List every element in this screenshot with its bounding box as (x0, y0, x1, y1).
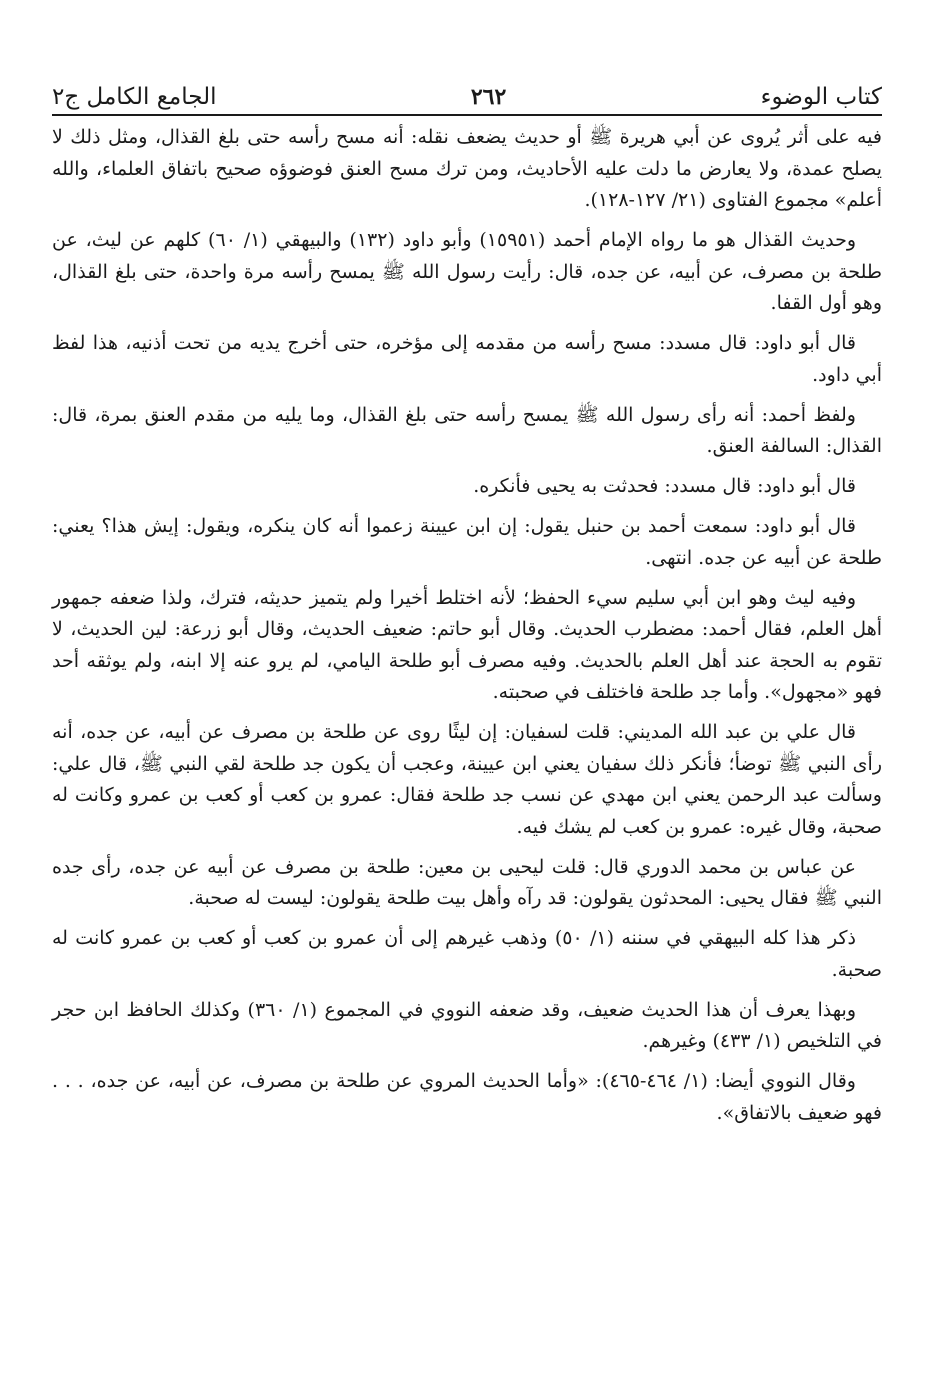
paragraph: قال علي بن عبد الله المديني: قلت لسفيان: إن ليثًا روى عن طلحة بن مصرف عن أبيه، عن جده، أنه رأى النبي ﷺ توضأ؛ فأنكر ذلك سفيان يعني ابن عيينة، وعجب أن يكون جد طلحة لقي النبي ﷺ، قال علي: وسألت عبد الرحمن يعني ابن مهدي عن نسب جد طلحة فقال: عمرو بن كعب أو كعب بن عمرو وكانت له صحبة، وقال غيره: عمرو بن كعب لم يشك فيه. (52, 721, 882, 838)
section-title: كتاب الوضوء (760, 84, 882, 110)
book-page (52, 58, 882, 1138)
paragraph: وبهذا يعرف أن هذا الحديث ضعيف، وقد ضعفه النووي في المجموع (١/ ٣٦٠) وكذلك الحافظ ابن حجر في التلخيص (١/ ٤٣٣) وغيرهم. (52, 998, 882, 1052)
book-title: الجامع الكامل ج٢ (52, 84, 217, 110)
page-body (52, 122, 882, 1129)
paragraph: وفيه ليث وهو ابن أبي سليم سيء الحفظ؛ لأنه اختلط أخيرا ولم يتميز حديثه، فترك، ولذا ضعفه جمهور أهل العلم، فقال أحمد: مضطرب الحديث. وقال أبو حاتم: ضعيف الحديث، وقال أبو زرعة: لين الحديث، لا تقوم به الحجة عند أهل العلم بالحديث. وفيه مصرف أبو طلحة اليامي، لم يرو عنه إلا ابنه، ولم يوثقه أحد فهو «مجهول». وأما جد طلحة فاختلف في صحبته. (52, 586, 882, 703)
paragraph: قال أبو داود: قال مسدد: فحدثت به يحيى فأنكره. (473, 475, 856, 497)
page-number: ٢٦٢ (470, 84, 507, 110)
paragraph: ولفظ أحمد: أنه رأى رسول الله ﷺ يمسح رأسه حتى بلغ القذال، وما يليه من مقدم العنق بمرة، قال: القذال: السالفة العنق. (52, 403, 882, 457)
page-header (52, 58, 882, 116)
paragraph: ذكر هذا كله البيهقي في سننه (١/ ٥٠) وذهب غيرهم إلى أن عمرو بن كعب أو كعب بن عمرو كانت له صحبة. (52, 927, 882, 981)
paragraph: قال أبو داود: قال مسدد: مسح رأسه من مقدمه إلى مؤخره، حتى أخرج يديه من تحت أذنيه، هذا لفظ أبي داود. (52, 332, 882, 386)
paragraph: فيه على أثر يُروى عن أبي هريرة ﷺ أو حديث يضعف نقله: أنه مسح رأسه حتى بلغ القذال، ومثل ذلك لا يصلح عمدة، ولا يعارض ما دلت عليه الأحاديث، ومن ترك مسح العنق فوضوؤه صحيح باتفاق العلماء، والله أعلم» مجموع الفتاوى (٢١/ ١٢٧-١٢٨). (52, 126, 883, 211)
paragraph: وقال النووي أيضا: (١/ ٤٦٤-٤٦٥): «وأما الحديث المروي عن طلحة بن مصرف، عن أبيه، عن جده، . . . فهو ضعيف بالاتفاق». (52, 1070, 882, 1124)
paragraph: وحديث القذال هو ما رواه الإمام أحمد (١٥٩٥١) وأبو داود (١٣٢) والبيهقي (١/ ٦٠) كلهم عن ليث، عن طلحة بن مصرف، عن أبيه، عن جده، قال: رأيت رسول الله ﷺ يمسح رأسه مرة واحدة، حتى بلغ القذال، وهو أول القفا. (52, 229, 882, 314)
paragraph: قال أبو داود: سمعت أحمد بن حنبل يقول: إن ابن عيينة زعموا أنه كان ينكره، ويقول: إيش هذا؟ يعني: طلحة عن أبيه عن جده. انتهى. (52, 515, 882, 569)
paragraph: عن عباس بن محمد الدوري قال: قلت ليحيى بن معين: طلحة بن مصرف عن أبيه عن جده، رأى جده النبي ﷺ فقال يحيى: المحدثون يقولون: قد رآه وأهل بيت طلحة يقولون: ليست له صحبة. (52, 855, 882, 909)
